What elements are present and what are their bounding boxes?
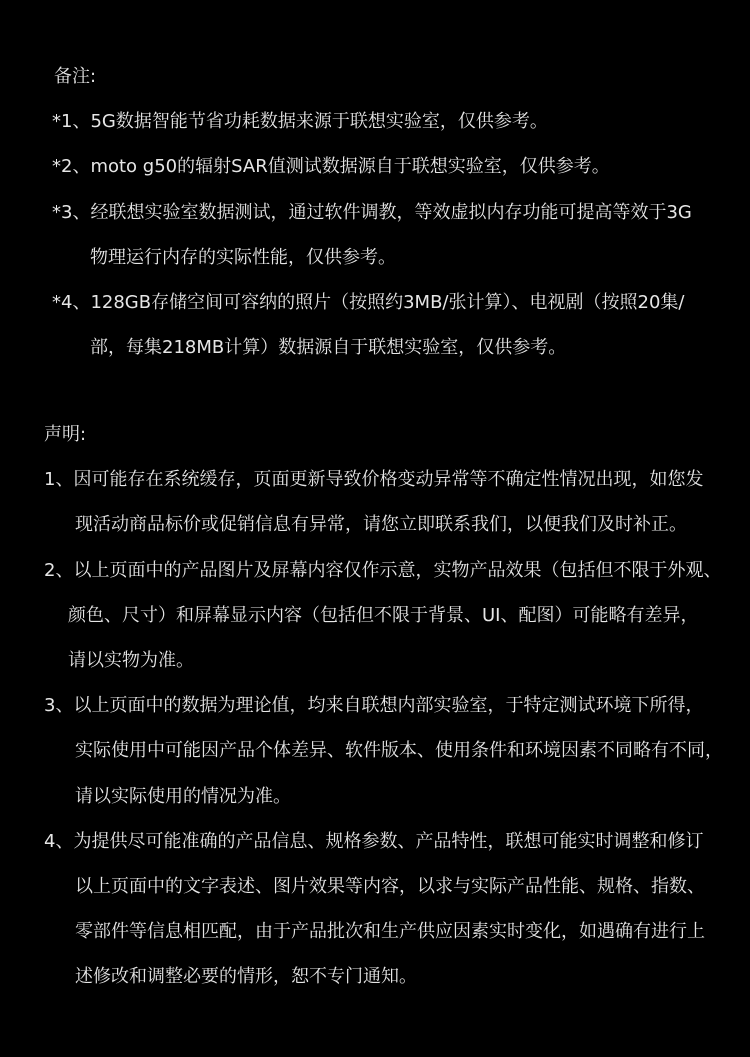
- statement-section: [0, 412, 750, 999]
- statement-title: 声明:: [44, 424, 87, 445]
- note-item-2: [0, 144, 750, 189]
- statement-line-continued: 以上页面中的文字表述、图片效果等内容，以求与实际产品性能、规格、指数、: [75, 875, 705, 897]
- note-line: *4、128GB存储空间可容纳的照片（按照约3MB/张计算）、电视剧（按照20集/: [52, 291, 685, 313]
- statement-line-continued: 请以实际使用的情况为准。: [75, 785, 291, 807]
- note-line-continued: 部，每集218MB计算）数据源自于联想实验室，仅供参考。: [90, 337, 567, 359]
- statement-item-3: [0, 683, 750, 819]
- statement-line-continued: 请以实物为准。: [68, 649, 194, 671]
- notes-title: 备注:: [54, 66, 97, 87]
- statement-line-continued: 颜色、尺寸）和屏幕显示内容（包括但不限于背景、UI、配图）可能略有差异，: [68, 604, 699, 626]
- statement-line: 4、为提供尽可能准确的产品信息、规格参数、产品特性，联想可能实时调整和修订: [44, 830, 704, 852]
- note-line: *3、经联想实验室数据测试，通过软件调教，等效虚拟内存功能可提高等效于3G: [52, 201, 692, 223]
- statement-line-continued: 述修改和调整必要的情形，恕不专门通知。: [75, 966, 417, 988]
- statement-line-continued: 实际使用中可能因产品个体差异、软件版本、使用条件和环境因素不同略有不同，: [75, 740, 723, 762]
- note-line: *1、5G数据智能节省功耗数据来源于联想实验室，仅供参考。: [52, 111, 548, 133]
- statement-line: 1、因可能存在系统缓存，页面更新导致价格变动异常等不确定性情况出现，如您发: [44, 469, 704, 491]
- note-line-continued: 物理运行内存的实际性能，仅供参考。: [90, 246, 396, 268]
- note-item-3: [0, 190, 750, 280]
- statement-line: 3、以上页面中的数据为理论值，均来自联想内部实验室，于特定测试环境下所得，: [44, 695, 704, 717]
- statement-item-4: [0, 819, 750, 1000]
- statement-line-continued: 零部件等信息相匹配，由于产品批次和生产供应因素实时变化，如遇确有进行上: [75, 921, 705, 943]
- note-item-4: [0, 280, 750, 370]
- note-line: *2、moto g50的辐射SAR值测试数据源自于联想实验室，仅供参考。: [52, 156, 610, 178]
- note-item-1: [0, 99, 750, 144]
- statement-item-1: [0, 457, 750, 547]
- statement-item-2: [0, 548, 750, 684]
- statement-line-continued: 现活动商品标价或促销信息有异常，请您立即联系我们，以便我们及时补正。: [75, 514, 687, 536]
- statement-line: 2、以上页面中的产品图片及屏幕内容仅作示意，实物产品效果（包括但不限于外观、: [44, 559, 722, 581]
- notes-section: [0, 54, 750, 370]
